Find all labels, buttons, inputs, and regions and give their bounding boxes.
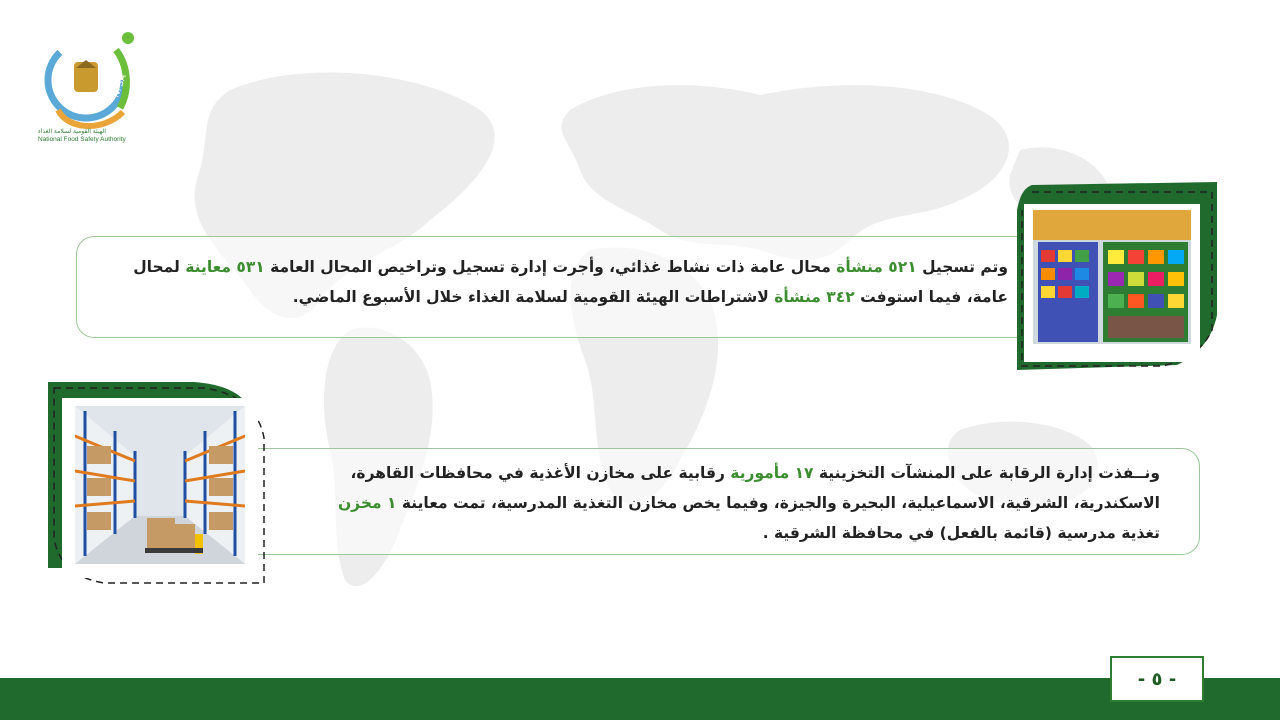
- section-2-paragraph: [300, 458, 1160, 548]
- logo-english-name: National Food Safety Authority: [38, 136, 126, 143]
- text-part: تغذية مدرسية (قائمة بالفعل) في محافظة الشرقية .: [762, 524, 1160, 542]
- highlight-missions: ١٧ مأمورية: [730, 464, 814, 482]
- footer-bar: [0, 678, 1280, 720]
- section-1-paragraph: [92, 252, 1008, 312]
- text-part: وتم تسجيل: [916, 258, 1008, 276]
- highlight-facilities-registered: ٥٢١ منشأة: [836, 258, 917, 276]
- warehouse-shelves-photo: [75, 406, 245, 564]
- text-part: لمحال عامة، فيما استوفت: [133, 258, 1008, 306]
- logo-arabic-name: الهيئة القومية لسلامة الغذاء: [38, 128, 106, 135]
- grocery-kiosk-photo: [1033, 210, 1191, 344]
- page-number: - ٥ -: [1110, 656, 1204, 702]
- highlight-inspections: ٥٣١ معاينة: [185, 258, 265, 276]
- highlight-facilities-compliant: ٣٤٢ منشأة: [774, 288, 855, 306]
- text-part: محال عامة ذات نشاط غذائي، وأجرت إدارة تسجيل وتراخيص المحال العامة: [264, 258, 837, 276]
- text-part: ونــفذت إدارة الرقابة على المنشآت التخزينية: [813, 464, 1160, 482]
- text-part: رقابية على مخازن الأغذية في محافظات القاهرة، الاسكندرية، الشرقية، الاسماعيلية، البحيرة والجيزة، وفيما يخص مخازن التغذية المدرسية، تمت معاينة: [350, 464, 1160, 512]
- text-part: لاشتراطات الهيئة القومية لسلامة الغذاء خلال الأسبوع الماضي.: [292, 288, 775, 306]
- highlight-warehouse: ١ مخزن: [337, 494, 397, 512]
- svg-text:NFSA: NFSA: [111, 73, 129, 100]
